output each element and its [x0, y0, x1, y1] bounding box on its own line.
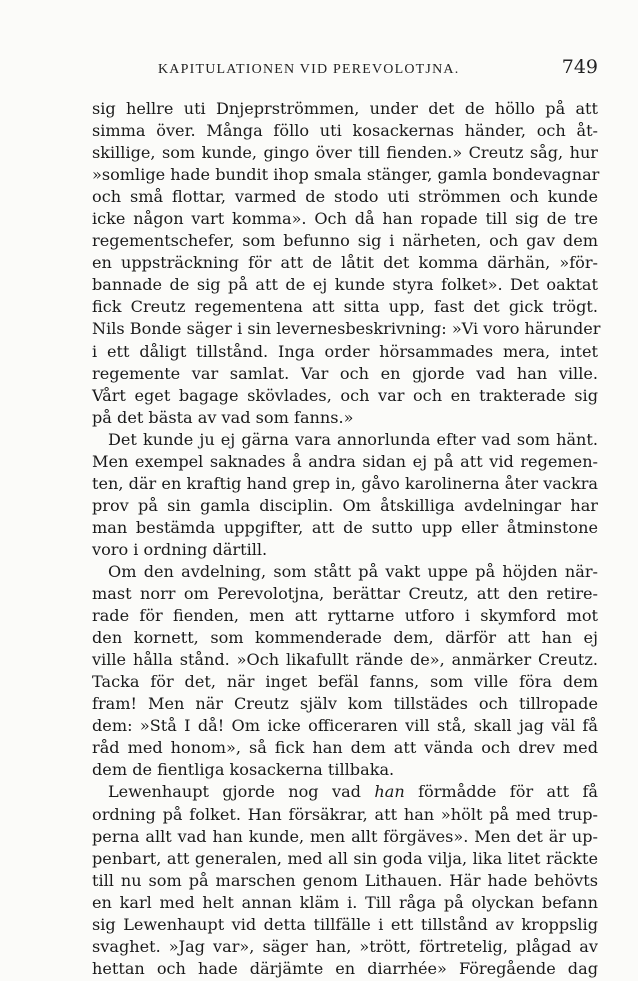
text-line: en uppsträckning för att de låtit det komma därhän, »för-	[92, 253, 598, 273]
text-line: Det kunde ju ej gärna vara annorlunda efter vad som hänt.	[108, 429, 598, 449]
text-line: man bestämda uppgifter, att de sutto upp eller åtminstone	[92, 517, 598, 537]
text-line: en karl med helt annan kläm i. Till råga på olyckan befann	[92, 892, 598, 912]
text-line: Nils Bonde säger i sin levernesbeskrivning: »Vi voro härunder	[92, 319, 601, 339]
text-line: Vårt eget bagage skövlades, och var och en trakterade sig	[92, 385, 598, 405]
text-line: råd med honom», så fick han dem att vända och drev med	[92, 738, 598, 758]
text-line: voro i ordning därtill.	[92, 539, 268, 559]
text-line: sig hellre uti Dnjeprströmmen, under det de höllo på att	[92, 99, 598, 118]
text-line: prov på sin gamla disciplin. Om åtskilliga avdelningar har	[92, 495, 598, 515]
text-line: regemente var samlat. Var och en gjorde vad han ville.	[92, 363, 598, 383]
text-line: ordning på folket. Han försäkrar, att han »hölt på med trup-	[92, 804, 598, 824]
text-line: och små flottar, varmed de stodo uti strömmen och kunde	[92, 187, 598, 207]
text-line: Men exempel saknades å andra sidan ej på att vid regemen-	[92, 451, 598, 471]
text-line: till nu som på marschen genom Lithauen. Här hade behövts	[92, 870, 598, 890]
text-line: ville hålla stånd. »Och likafullt rände de», anmärker Creutz.	[92, 650, 598, 670]
text-line: dem de fientliga kosackerna tillbaka.	[92, 760, 395, 780]
text-line: dem: »Stå I då! Om icke officeraren vill stå, skall jag väl få	[92, 716, 598, 736]
text-line: på det bästa av vad som fanns.»	[92, 407, 354, 427]
text-line: svaghet. »Jag var», säger han, »trött, förtretelig, plågad av	[92, 936, 598, 956]
text-line: perna allt vad han kunde, men allt förgäves». Men det är up-	[92, 826, 598, 846]
text-line: i ett dåligt tillstånd. Inga order hörsammades mera, intet	[92, 341, 598, 361]
text-line: fram! Men när Creutz själv kom tillstädes och tillropade	[92, 694, 598, 714]
text-line: mast norr om Perevolotjna, berättar Creutz, att den retire-	[92, 584, 598, 604]
text-line: »somlige hade bundit ihop smala stänger, gamla bondevagnar	[92, 165, 600, 185]
text-line: rade för fienden, men att ryttarne utforo i skymford mot	[92, 606, 598, 626]
running-head: KAPITULATIONEN VID PEREVOLOTJNA.	[158, 62, 460, 77]
text-line: regementschefer, som befunno sig i närheten, och gav dem	[92, 231, 598, 251]
text-line: Lewenhaupt gjorde nog vad han förmådde för att få	[108, 782, 598, 802]
body-text	[92, 98, 601, 980]
text-line: bannade de sig på att de ej kunde styra folket». Det oaktat	[92, 275, 598, 295]
text-line: sig Lewenhaupt vid detta tillfälle i ett tillstånd av kroppslig	[92, 914, 598, 934]
text-line: hettan och hade därjämte en diarrhée» Föregående dag	[92, 958, 598, 978]
text-line: den kornett, som kommenderade dem, därför att han ej	[92, 628, 598, 648]
text-line: simma över. Många föllo uti kosackernas händer, och åt-	[92, 121, 598, 141]
text-line: skillige, som kunde, gingo över till fienden.» Creutz såg, hur	[92, 143, 598, 163]
page-header	[92, 56, 598, 86]
text-line: Om den avdelning, som stått på vakt uppe på höjden när-	[108, 561, 598, 581]
text-line: Tacka för det, när inget befäl fanns, som ville föra dem	[92, 672, 598, 692]
emphasis: han	[374, 782, 405, 802]
text-line: fick Creutz regementena att sitta upp, fast det gick trögt.	[92, 297, 598, 317]
text-line: icke någon vart komma». Och då han ropade till sig de tre	[92, 209, 598, 229]
page-number: 749	[561, 56, 598, 78]
text-line: ten, där en kraftig hand grep in, gåvo karolinerna åter vackra	[92, 473, 598, 493]
text-line: penbart, att generalen, med all sin goda vilja, lika litet räckte	[92, 848, 598, 868]
